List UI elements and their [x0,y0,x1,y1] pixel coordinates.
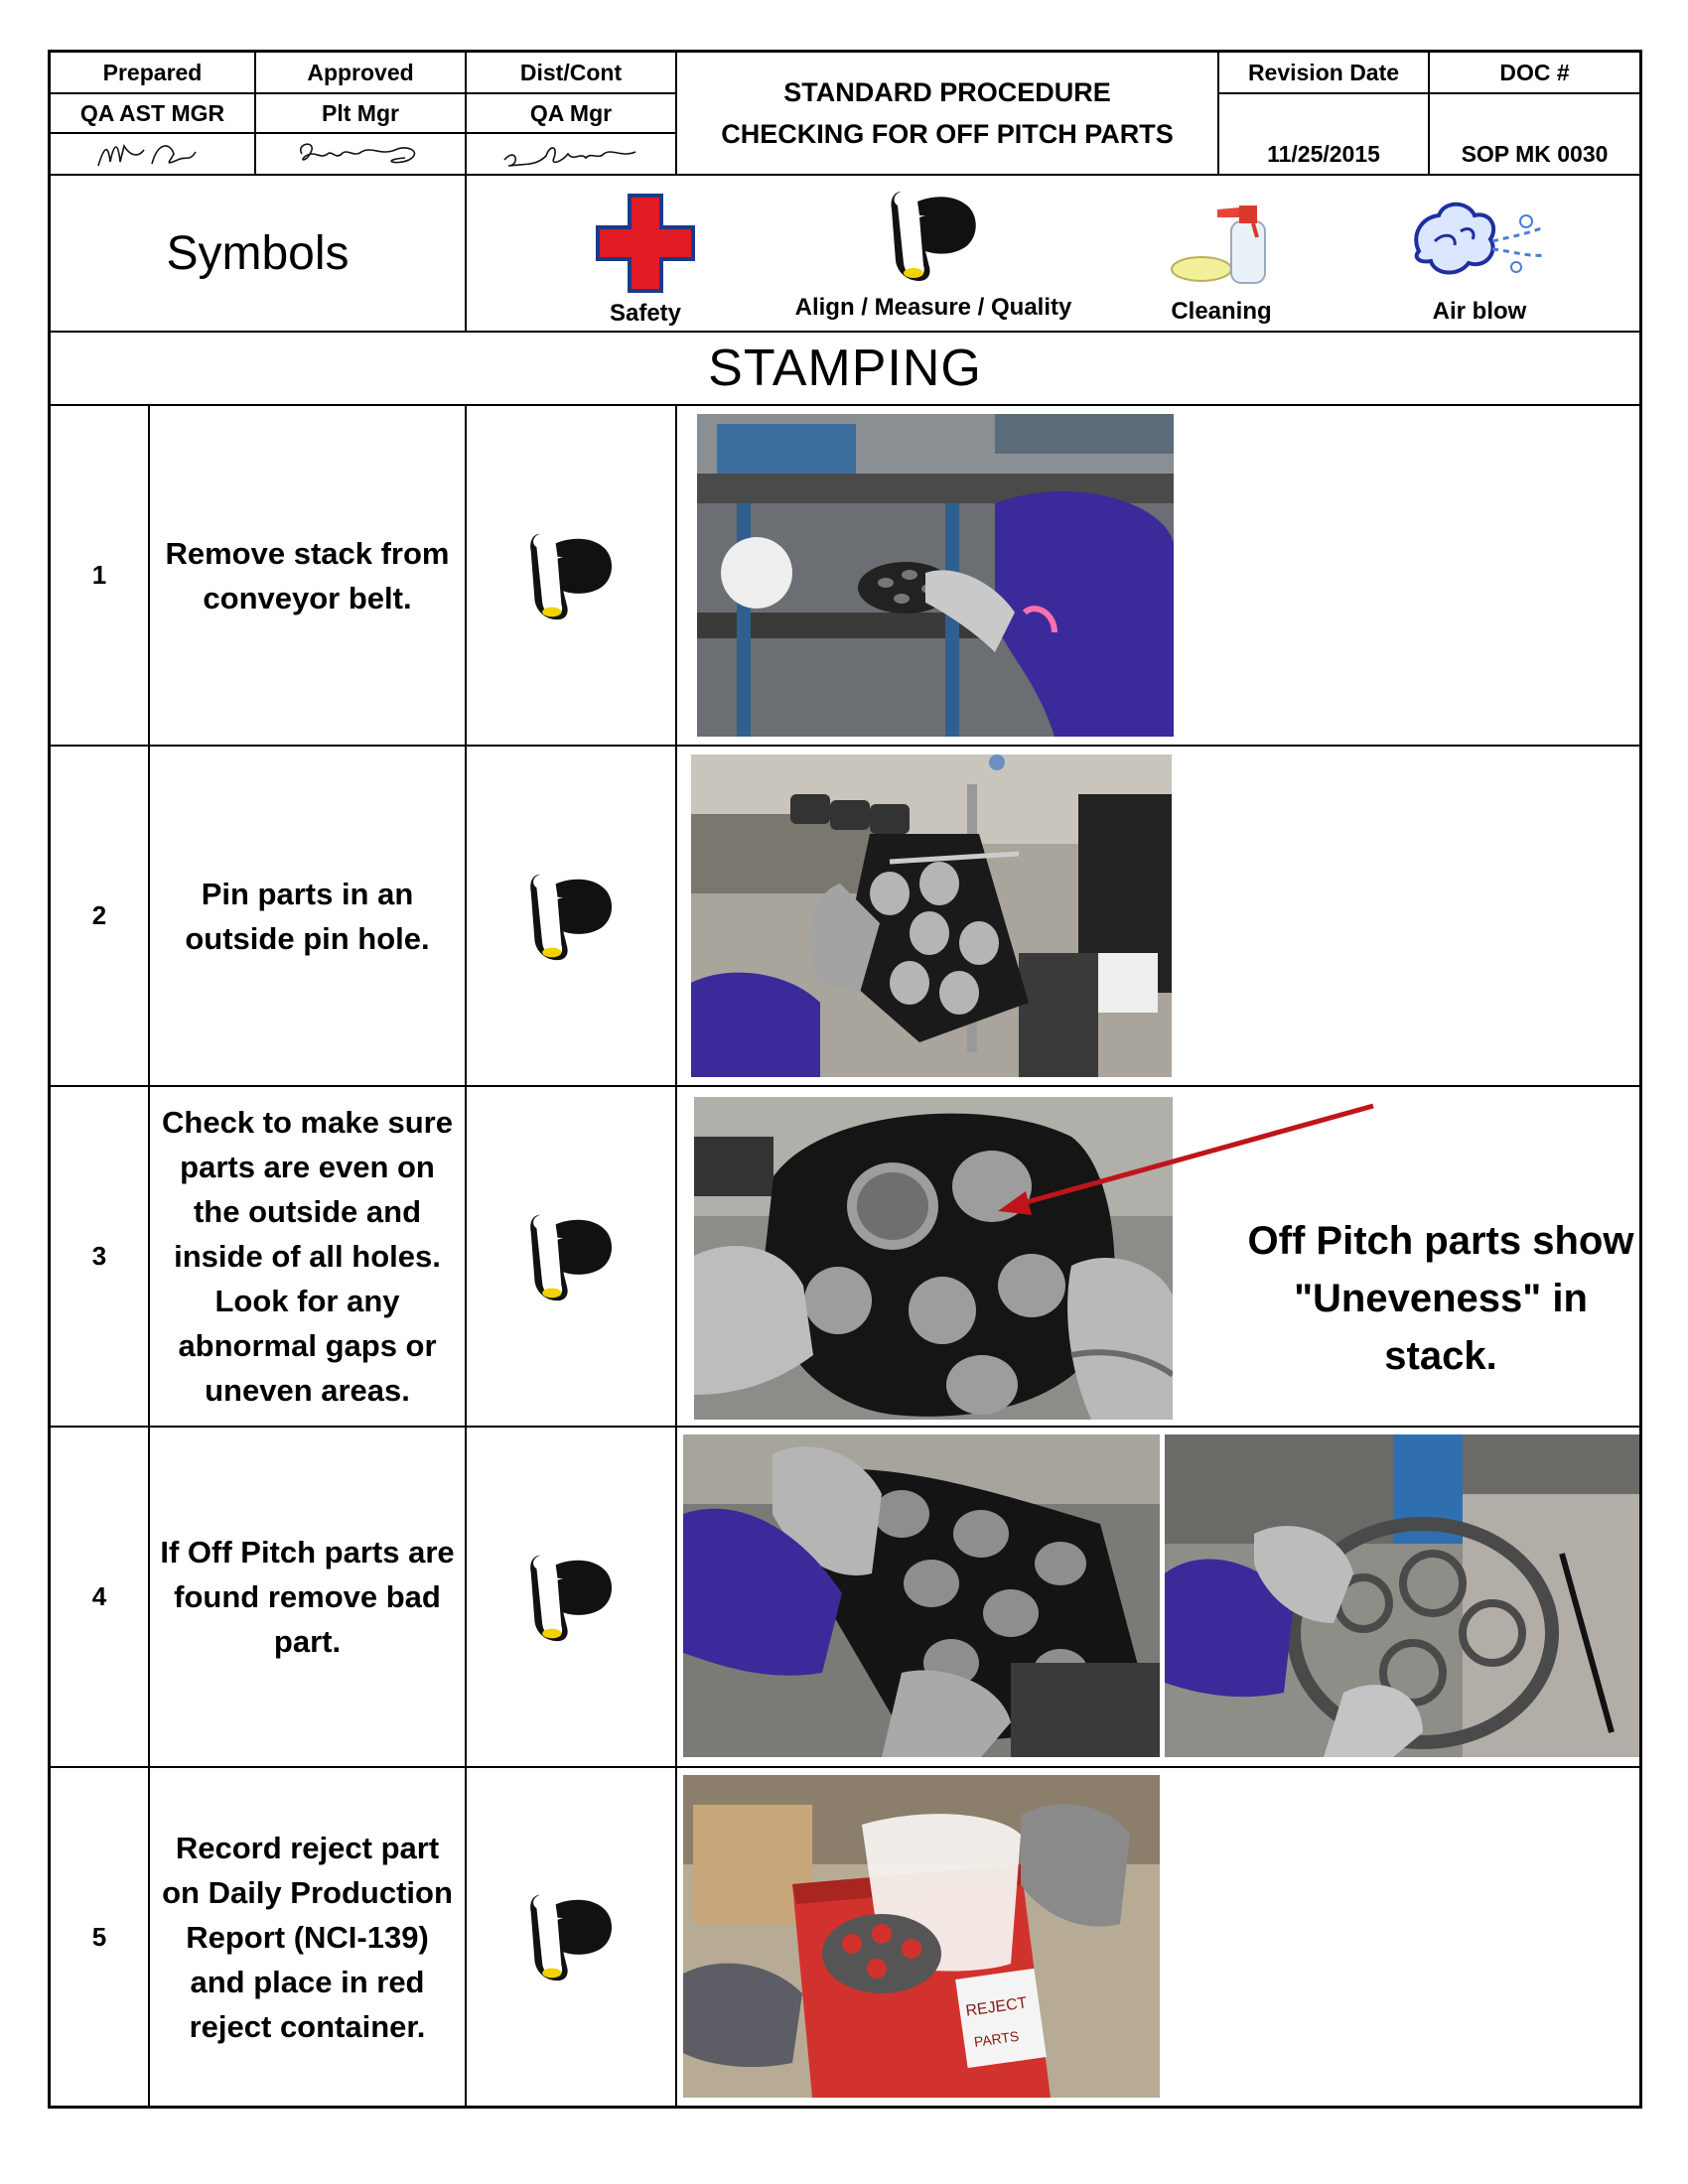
letter-p-icon [523,1207,619,1306]
photo-remove-stack [697,414,1174,737]
letter-p-icon [523,867,619,966]
spray-bottle-icon [1162,192,1281,291]
symbol-safety-label: Safety [609,300,682,327]
symbols-legend [467,176,1639,333]
step-3-symbol [467,1087,677,1428]
symbol-airblow-label: Air blow [1432,298,1527,325]
prepared-role: QA AST MGR [51,94,256,134]
off-pitch-callout: Off Pitch parts show "Uneveness" in stack. [1247,1219,1634,1378]
step-4-text: If Off Pitch parts are found remove bad part. [150,1428,467,1768]
approved-label: Approved [256,53,467,94]
dist-role: QA Mgr [467,94,677,134]
prepared-label: Prepared [51,53,256,94]
step-3-text: Check to make sure parts are even on the outside and inside of all holes. Look for any abnormal gaps or uneven areas. [150,1087,467,1428]
step-4-symbol [467,1428,677,1768]
revision-label: Revision Date [1219,53,1430,94]
letter-p-icon [523,526,619,625]
symbol-cleaning [1142,192,1301,326]
step-5-number: 5 [51,1768,150,2106]
document-title [677,53,1219,176]
step-5-text: Record reject part on Daily Production Report (NCI-139) and place in red reject container. [150,1768,467,2106]
title-line-2: CHECKING FOR OFF PITCH PARTS [721,119,1174,149]
revision-date: 11/25/2015 [1219,94,1430,176]
step-3-number: 3 [51,1087,150,1428]
step-1-symbol [467,406,677,747]
symbol-align [765,184,1102,322]
step-2-symbol [467,747,677,1087]
step-2-text: Pin parts in an outside pin hole. [150,747,467,1087]
dist-label: Dist/Cont [467,53,677,94]
step-2-number: 2 [51,747,150,1087]
reject-label-line-2: PARTS [972,2027,1021,2050]
dist-signature [467,134,677,176]
symbol-airblow [1400,192,1559,326]
symbol-align-label: Align / Measure / Quality [794,294,1072,321]
title-line-1: STANDARD PROCEDURE [783,77,1111,107]
section-title: STAMPING [51,333,1639,406]
symbol-cleaning-label: Cleaning [1171,298,1272,325]
photo-remove-bad-part-2 [1165,1434,1639,1757]
callout-arrow [984,1100,1381,1229]
red-cross-icon [594,192,697,295]
step-5-symbol [467,1768,677,2106]
photo-reject-container [683,1775,1160,2098]
sop-sheet [48,50,1642,2109]
doc-number: SOP MK 0030 [1430,94,1639,176]
letter-p-icon [523,1548,619,1647]
symbols-label: Symbols [51,176,467,333]
approved-signature [256,134,467,176]
step-4-number: 4 [51,1428,150,1768]
prepared-signature [51,134,256,176]
step-1-number: 1 [51,406,150,747]
letter-p-icon [884,184,983,287]
letter-p-icon [523,1887,619,1986]
step-1-text: Remove stack from conveyor belt. [150,406,467,747]
reject-label-line-1: REJECT [964,1994,1029,2020]
doc-label: DOC # [1430,53,1639,94]
photo-remove-bad-part-1 [683,1434,1160,1757]
photo-pin-parts [691,754,1172,1077]
symbol-safety [566,192,725,328]
approved-role: Plt Mgr [256,94,467,134]
air-blow-icon [1405,192,1554,291]
